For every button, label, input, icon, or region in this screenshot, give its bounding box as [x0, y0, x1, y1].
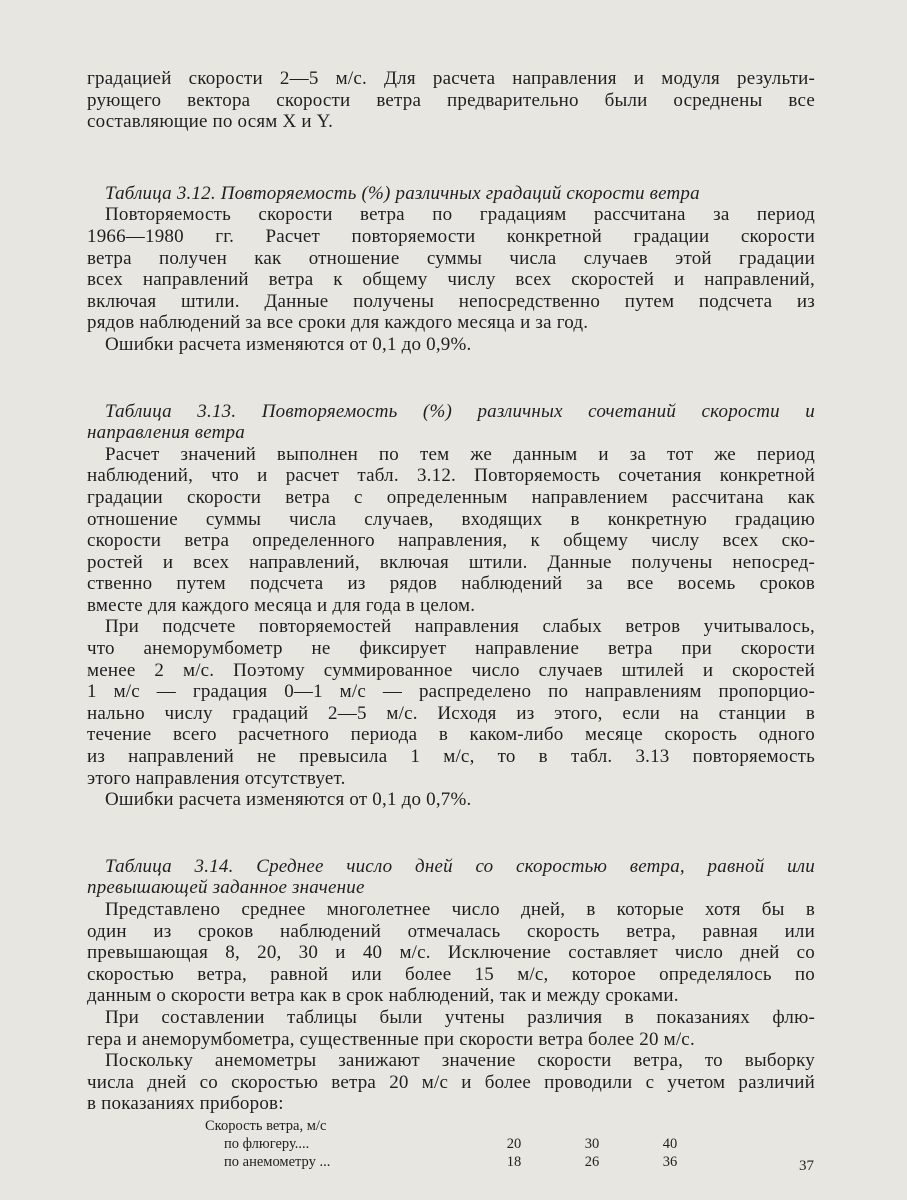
- text-line: нально числу градаций 2—5 м/с. Исходя из этого, если на станции в: [87, 702, 815, 724]
- speed-table-header: Скорость ветра, м/с: [205, 1117, 327, 1134]
- speed-table-cell: 40: [662, 1135, 678, 1152]
- text-line: градацией скорости 2—5 м/с. Для расчета направления и модуля результи-: [87, 68, 815, 89]
- text-line: Повторяемость скорости ветра по градациям рассчитана за период: [105, 204, 815, 226]
- text-line: При подсчете повторяемостей направления слабых ветров учитывалось,: [105, 616, 815, 638]
- speed-table-header-row: [205, 1117, 815, 1135]
- text-line: ственно путем подсчета из рядов наблюдений за все восемь сроков: [87, 573, 815, 595]
- speed-table-cell: 36: [662, 1153, 678, 1170]
- text-line: Ошибки расчета изменяются от 0,1 до 0,9%.: [105, 333, 472, 355]
- text-line: составляющие по осям X и Y.: [87, 111, 334, 133]
- text-line: Представлено среднее многолетнее число дней, в которые хотя бы в: [105, 899, 815, 920]
- text-line: наблюдений, что и расчет табл. 3.12. Повторяемость сочетания конкретной: [87, 465, 815, 487]
- text-line: числа дней со скоростью ветра 20 м/с и более проводили с учетом различий: [87, 1071, 815, 1093]
- speed-table-cell: 26: [584, 1153, 600, 1170]
- text-line: 1966—1980 гг. Расчет повторяемости конкретной градации скорости: [87, 225, 815, 247]
- text-line: Ошибки расчета изменяются от 0,1 до 0,7%.: [105, 789, 472, 811]
- text-line: что анеморумбометр не фиксирует направление ветра при скорости: [87, 638, 815, 660]
- text-line: менее 2 м/с. Поэтому суммированное число случаев штилей и скоростей: [87, 659, 815, 681]
- table-3-13-heading: [87, 401, 815, 444]
- text-line: 1 м/с — градация 0—1 м/с — распределено по направлениям пропорцио-: [87, 681, 815, 703]
- speed-table-row-wind-vane: [205, 1135, 815, 1153]
- table-3-12-heading: [87, 183, 815, 205]
- speed-table-row-label: по анемометру ...: [224, 1153, 331, 1170]
- text-line: Поскольку анемометры занижают значение скорости ветра, то выборку: [105, 1050, 815, 1072]
- paragraph: [87, 899, 815, 1007]
- text-line: превышающая 8, 20, 30 и 40 м/с. Исключение составляет число дней со: [87, 942, 815, 964]
- speed-table-cell: 20: [506, 1135, 522, 1152]
- text-line: Таблица 3.14. Среднее число дней со скоростью ветра, равной или: [105, 855, 815, 877]
- text-line: направления ветра: [87, 422, 245, 444]
- text-line: в показаниях приборов:: [87, 1093, 284, 1115]
- text-line: вместе для каждого месяца и для года в целом.: [87, 594, 476, 616]
- paragraph: [87, 1050, 815, 1115]
- text-line: превышающей заданное значение: [87, 877, 365, 899]
- speed-table-row-label: по флюгеру....: [224, 1135, 310, 1152]
- text-line: рядов наблюдений за все сроки для каждого месяца и за год.: [87, 312, 589, 334]
- text-line: скоростью ветра, равной или более 15 м/с, которое определялось по: [87, 963, 815, 985]
- text-line: включая штили. Данные получены непосредственно путем подсчета из: [87, 290, 815, 312]
- text-line: градации скорости ветра с определенным направлением рассчитана как: [87, 486, 815, 508]
- paragraph: [87, 1007, 815, 1050]
- paragraph: [87, 334, 815, 356]
- text-line: один из сроков наблюдений отмечалась скорость ветра, равная или: [87, 920, 815, 942]
- text-line: течение всего расчетного периода в каком-либо месяце скорость одного: [87, 724, 815, 746]
- text-line: из направлений не превысила 1 м/с, то в табл. 3.13 повторяемость: [87, 746, 815, 768]
- text-line: скорости ветра определенного направления, к общему числу всех ско-: [87, 530, 815, 552]
- paragraph: [87, 789, 815, 811]
- speed-table-cell: 30: [584, 1135, 600, 1152]
- paragraph: [87, 444, 815, 617]
- text-line: При составлении таблицы были учтены различия в показаниях флю-: [105, 1006, 815, 1028]
- text-line: отношение суммы числа случаев, входящих в конкретную градацию: [87, 508, 815, 530]
- text-line: этого направления отсутствует.: [87, 767, 346, 789]
- paragraph: [87, 616, 815, 789]
- text-line: ветра получен как отношение суммы числа случаев этой градации: [87, 247, 815, 269]
- text-line: Таблица 3.12. Повторяемость (%) различных градаций скорости ветра: [105, 182, 700, 204]
- text-line: Расчет значений выполнен по тем же данным и за тот же период: [105, 443, 815, 465]
- table-3-14-heading: [87, 856, 815, 899]
- table-3-14-description: [87, 899, 815, 1115]
- text-line: гера и анеморумбометра, существенные при скорости ветра более 20 м/с.: [87, 1028, 695, 1050]
- table-3-13-description: [87, 444, 815, 811]
- page-number: 37: [799, 1158, 814, 1174]
- text-line: данным о скорости ветра как в срок наблюдений, так и между сроками.: [87, 985, 679, 1007]
- paragraph: [87, 204, 815, 334]
- text-line: всех направлений ветра к общему числу всех скоростей и направлений,: [87, 269, 815, 291]
- speed-comparison-table: [205, 1117, 815, 1171]
- text-line: ростей и всех направлений, включая штили. Данные получены непосред-: [87, 551, 815, 573]
- text-line: рующего вектора скорости ветра предварительно были осреднены все: [87, 89, 815, 111]
- intro-paragraph: [87, 68, 815, 133]
- speed-table-row-anemometer: [205, 1153, 815, 1171]
- text-line: Таблица 3.13. Повторяемость (%) различных сочетаний скорости и: [105, 400, 815, 422]
- table-3-12-description: [87, 204, 815, 355]
- speed-table-cell: 18: [506, 1153, 522, 1170]
